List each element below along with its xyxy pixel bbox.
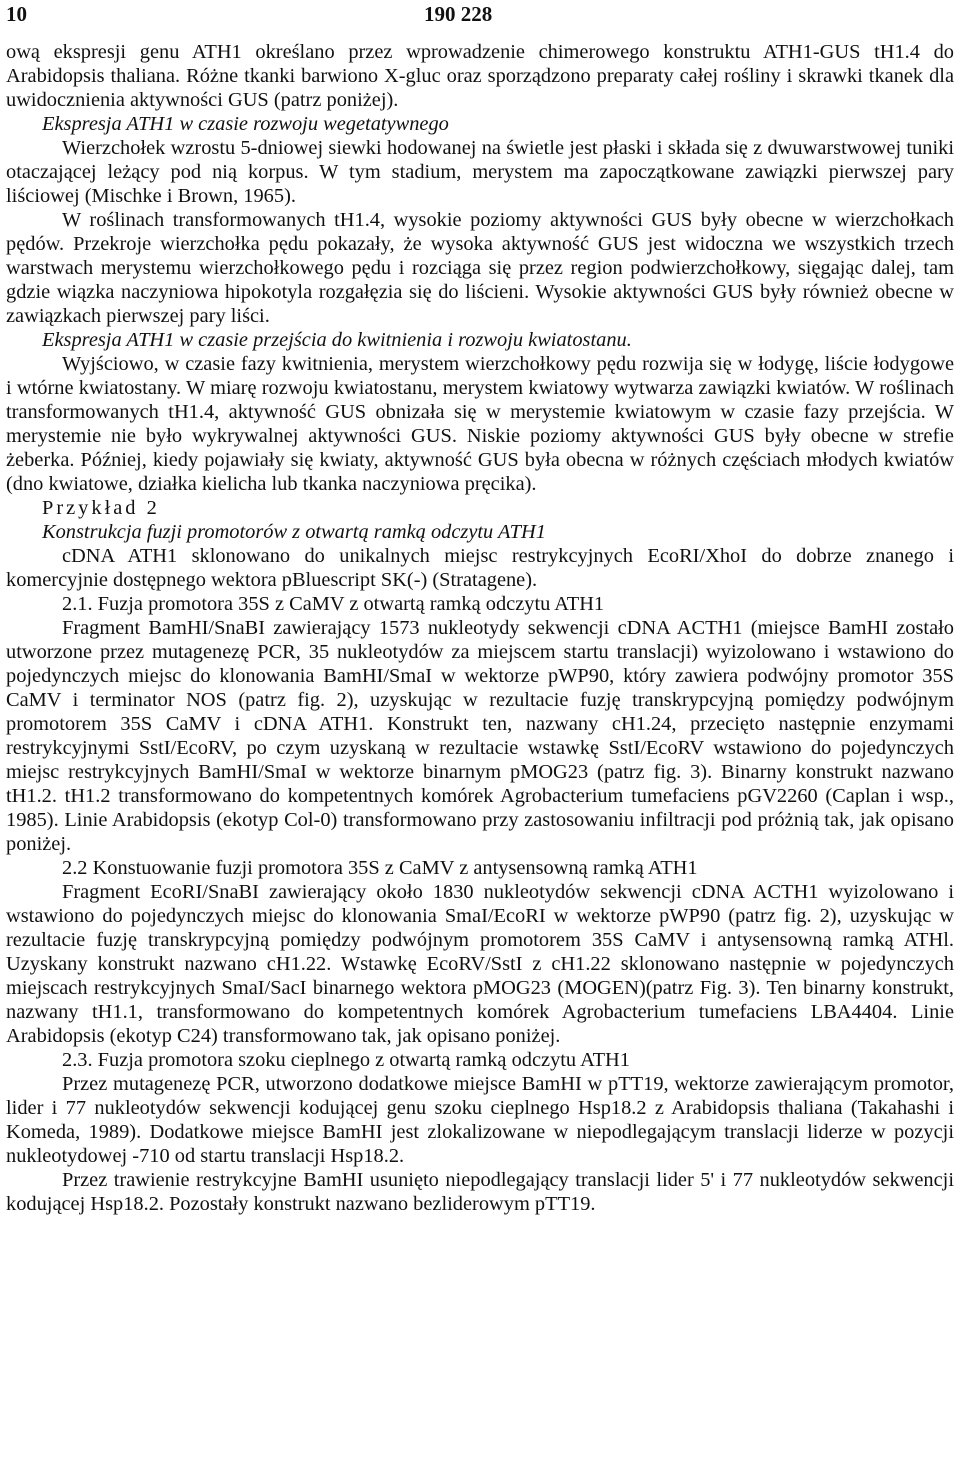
paragraph-2-3-b: Przez trawienie restrykcyjne BamHI usunięto niepodlegający translacji lider 5' i 77 nukleotydów sekwencji kodującej Hsp18.2. Pozostały konstrukt nazwano bezliderowym pTT19. bbox=[6, 1169, 954, 1215]
paragraph-cdna-cloning: cDNA ATH1 sklonowano do unikalnych miejsc restrykcyjnych EcoRI/XhoI do dobrze znanego i komercyjnie dostępnego wektora pBluescript SK(-) (Stratagene). bbox=[6, 545, 954, 591]
document-body bbox=[6, 40, 954, 1216]
paragraph-vegetative-gus: W roślinach transformowanych tH1.4, wysokie poziomy aktywności GUS były obecne w wierzchołkach pędów. Przekroje wierzchołka pędu pokazały, że wysoka aktywność GUS jest widoczna we wszystkich trzech warstwach merystemu wierzchołkowego pędu i rozciąga się przez region podwierzchołkowy, sięgając dalej, tam gdzie wiązka naczyniowa hipokotyla rozgałęzia się do liścieni. Wysokie aktywności GUS były również obecne w zawiązkach pierwszej pary liści. bbox=[6, 209, 954, 327]
example-heading: Przykład 2 bbox=[42, 497, 160, 519]
page-number: 10 bbox=[6, 2, 27, 26]
page-header bbox=[6, 2, 952, 28]
paragraph-intro: ową ekspresji genu ATH1 określano przez wprowadzenie chimerowego konstruktu ATH1-GUS tH1.4 do Arabidopsis thaliana. Różne tkanki barwiono X-gluc oraz sporządzono preparaty całej rośliny i skrawki tkanek dla uwidocznienia aktywności GUS (patrz poniżej). bbox=[6, 41, 954, 111]
section-heading-flowering: Ekspresja ATH1 w czasie przejścia do kwitnienia i rozwoju kwiatostanu. bbox=[42, 329, 632, 351]
paragraph-flowering: Wyjściowo, w czasie fazy kwitnienia, merystem wierzchołkowy pędu rozwija się w łodygę, liście łodygowe i wtórne kwiatostany. W miarę rozwoju kwiatostanu, merystem kwiatowy wytwarza zawiązki kwiatów. W roślinach transformowanych tH1.4, aktywność GUS obnizała się w merystemie kwiatowym w czasie fazy przejścia. W merystemie nie było wykrywalnej aktywności GUS. Niskie poziomy aktywności GUS były obecne w strefie żeberka. Później, kiedy pojawiały się kwiaty, aktywność GUS była obecna w różnych częściach młodych kwiatów (dno kwiatowe, działka kielicha lub tkanka naczyniowa pręcika). bbox=[6, 353, 954, 495]
paragraph-2-2: Fragment EcoRI/SnaBI zawierający około 1830 nukleotydów sekwencji cDNA ACTH1 wyizolowano i wstawiono do pojedynczych miejsc do klonowania SmaI/EcoRI w wektorze pWP90 (patrz fig. 2), uzyskując w rezultacie fuzję transkrypcyjną pomiędzy podwójnym promotorem 35S CaMV i antysensowną ramką ATHl. Uzyskany konstrukt nazwano cH1.22. Wstawkę EcoRV/SstI z cH1.22 sklonowano następnie w pojedynczych miejscach restrykcyjnych SmaI/SacI binarnego wektora pMOG23 (MOGEN)(patrz Fig. 3). Ten binarny konstrukt, nazwany tH1.1, transformowano do kompetentnych komórek Agrobacterium tumefaciens LBA4404. Linie Arabidopsis (ekotyp C24) transformowano tak, jak opisano poniżej. bbox=[6, 881, 954, 1047]
subsection-heading-2-2: 2.2 Konstuowanie fuzji promotora 35S z CaMV z antysensowną ramką ATH1 bbox=[62, 857, 698, 879]
document-number: 190 228 bbox=[424, 2, 493, 26]
paragraph-2-3-a: Przez mutagenezę PCR, utworzono dodatkowe miejsce BamHI w pTT19, wektorze zawierającym promotor, lider i 77 nukleotydów sekwencji kodującej genu szoku cieplnego Hsp18.2 z Arabidopsis thaliana (Takahashi i Komeda, 1989). Dodatkowe miejsce BamHI jest zlokalizowane w niepodlegającym translacji liderze w pozycji nukleotydowej -710 od startu translacji Hsp18.2. bbox=[6, 1073, 954, 1167]
subsection-heading-2-1: 2.1. Fuzja promotora 35S z CaMV z otwartą ramką odczytu ATH1 bbox=[62, 593, 605, 615]
section-heading-vegetative: Ekspresja ATH1 w czasie rozwoju wegetatywnego bbox=[42, 113, 449, 135]
section-heading-construction: Konstrukcja fuzji promotorów z otwartą ramką odczytu ATH1 bbox=[42, 521, 546, 543]
subsection-heading-2-3: 2.3. Fuzja promotora szoku cieplnego z otwartą ramką odczytu ATH1 bbox=[62, 1049, 630, 1071]
paragraph-vegetative-apex: Wierzchołek wzrostu 5-dniowej siewki hodowanej na świetle jest płaski i składa się z dwuwarstwowej tuniki otaczającej leżący pod nią korpus. W tym stadium, merystem ma zapoczątkowane zawiązki pierwszej pary liściowej (Mischke i Brown, 1965). bbox=[6, 137, 954, 207]
paragraph-2-1: Fragment BamHI/SnaBI zawierający 1573 nukleotydy sekwencji cDNA ACTH1 (miejsce BamHI zostało utworzone przez mutagenezę PCR, 35 nukleotydów za miejscem startu translacji) wyizolowano i wstawiono do pojedynczych miejsc do klonowania BamHI/SmaI w wektorze pWP90, który zawiera podwójny promotor 35S CaMV i terminator NOS (patrz fig. 2), uzyskując w rezultacie fuzję transkrypcyjną pomiędzy podwójnym promotorem 35S CaMV i cDNA ATH1. Konstrukt ten, nazwany cH1.24, przecięto następnie enzymami restrykcyjnymi SstI/EcoRV, po czym uzyskaną w rezultacie wstawkę SstI/EcoRV wstawiono do pojedynczych miejsc restrykcyjnych BamHI/SmaI w wektorze binarnym pMOG23 (patrz fig. 3). Binarny konstrukt nazwano tH1.2. tH1.2 transformowano do kompetentnych komórek Agrobacterium tumefaciens pGV2260 (Caplan i wsp., 1985). Linie Arabidopsis (ekotyp Col-0) transformowano przy zastosowaniu infiltracji pod próżnią tak, jak opisano poniżej. bbox=[6, 617, 954, 855]
